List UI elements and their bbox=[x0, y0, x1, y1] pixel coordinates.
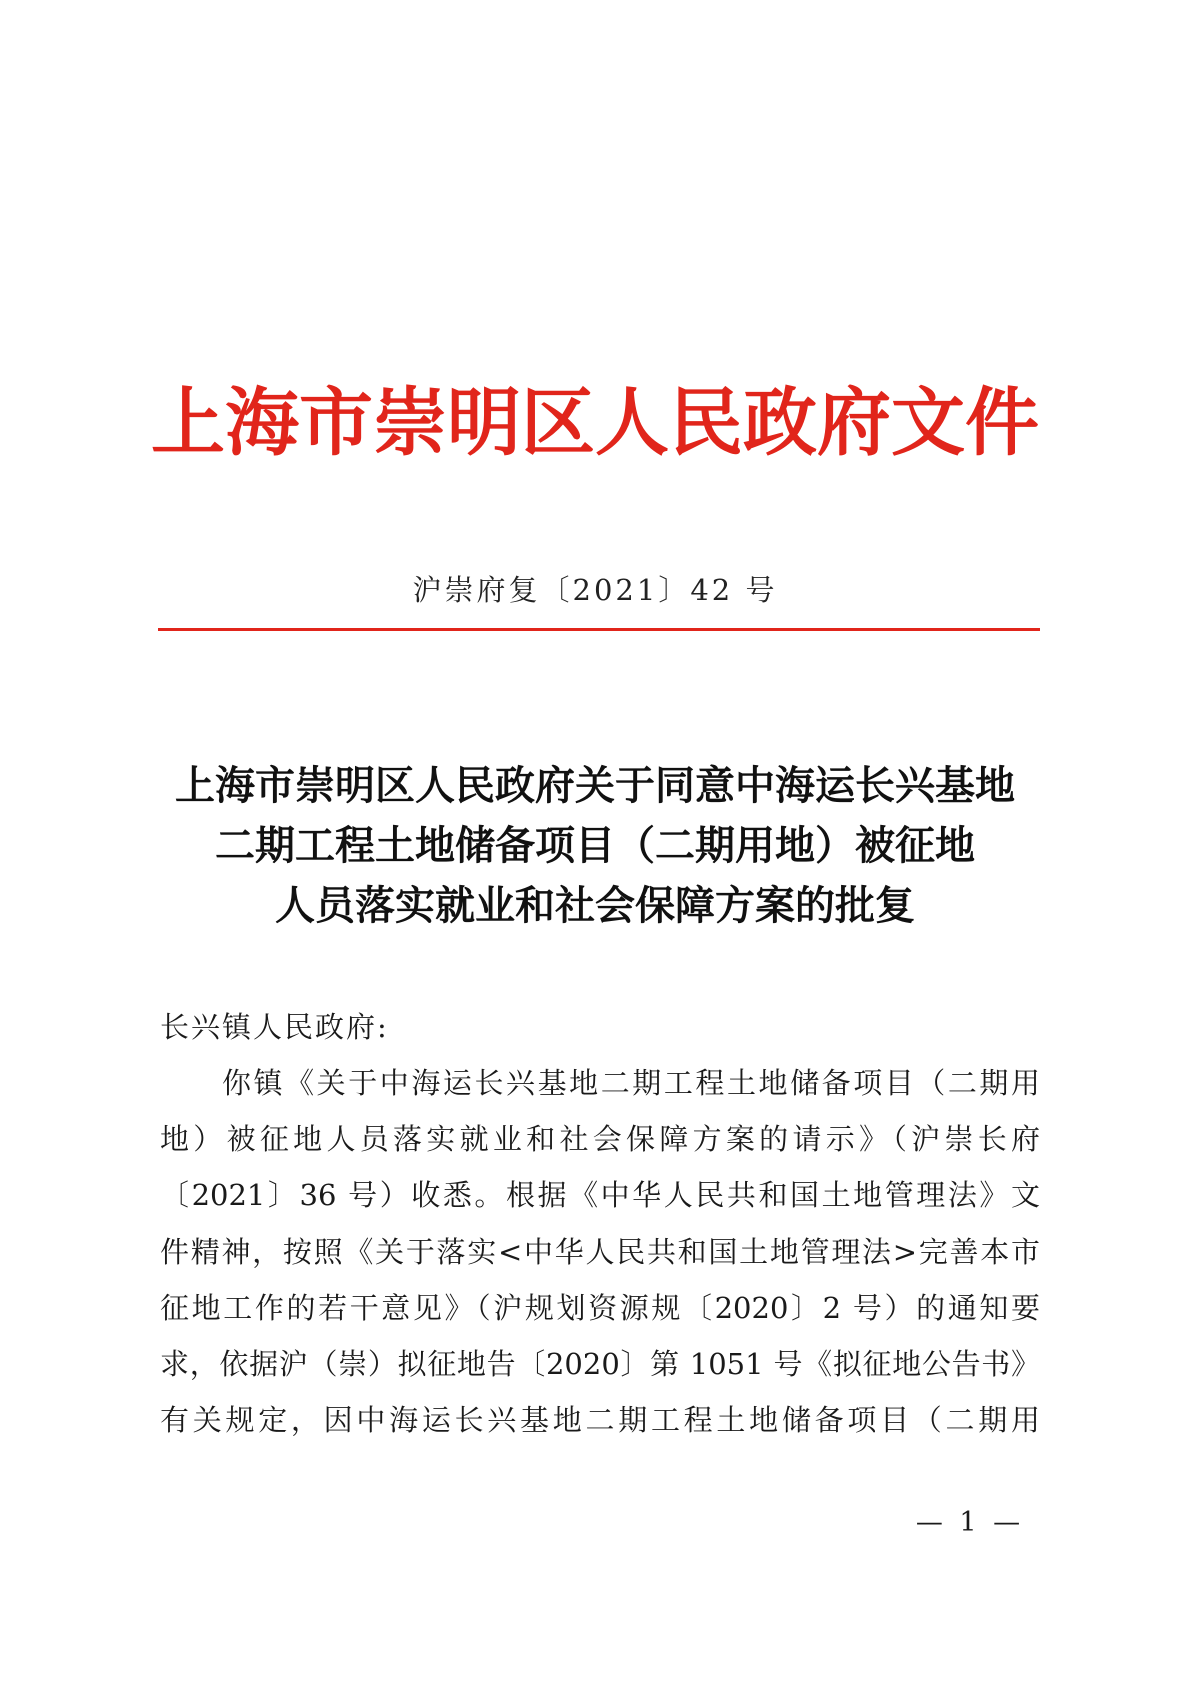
title-line: 上海市崇明区人民政府关于同意中海运长兴基地 bbox=[175, 762, 1015, 809]
title-line: 人员落实就业和社会保障方案的批复 bbox=[275, 882, 915, 929]
body-text-line: 件精神，按照《关于落实<中华人民共和国土地管理法>完善本市 bbox=[160, 1235, 1040, 1269]
body-text-line: 有关规定，因中海运长兴基地二期工程土地储备项目（二期用 bbox=[160, 1403, 1040, 1437]
title-line: 二期工程土地储备项目（二期用地）被征地 bbox=[215, 822, 975, 869]
page-number: — 1 — bbox=[915, 1507, 1025, 1538]
body-text-line: 求，依据沪（崇）拟征地告〔2020〕第 1051 号《拟征地公告书》 bbox=[160, 1347, 1040, 1381]
document-title bbox=[0, 756, 1190, 936]
addressee: 长兴镇人民政府: bbox=[160, 1010, 389, 1044]
body-text-line: 〔2021〕36 号）收悉。根据《中华人民共和国土地管理法》文 bbox=[160, 1178, 1040, 1212]
red-divider-line bbox=[158, 628, 1040, 631]
document-number: 沪崇府复〔2021〕42 号 bbox=[412, 573, 778, 607]
masthead-title: 上海市崇明区人民政府文件 bbox=[151, 380, 1039, 466]
body-text-line: 地）被征地人员落实就业和社会保障方案的请示》（沪崇长府 bbox=[160, 1122, 1040, 1156]
body-text-line: 你镇《关于中海运长兴基地二期工程土地储备项目（二期用 bbox=[222, 1066, 1040, 1100]
body-text-line: 征地工作的若干意见》（沪规划资源规〔2020〕2 号）的通知要 bbox=[160, 1291, 1040, 1325]
